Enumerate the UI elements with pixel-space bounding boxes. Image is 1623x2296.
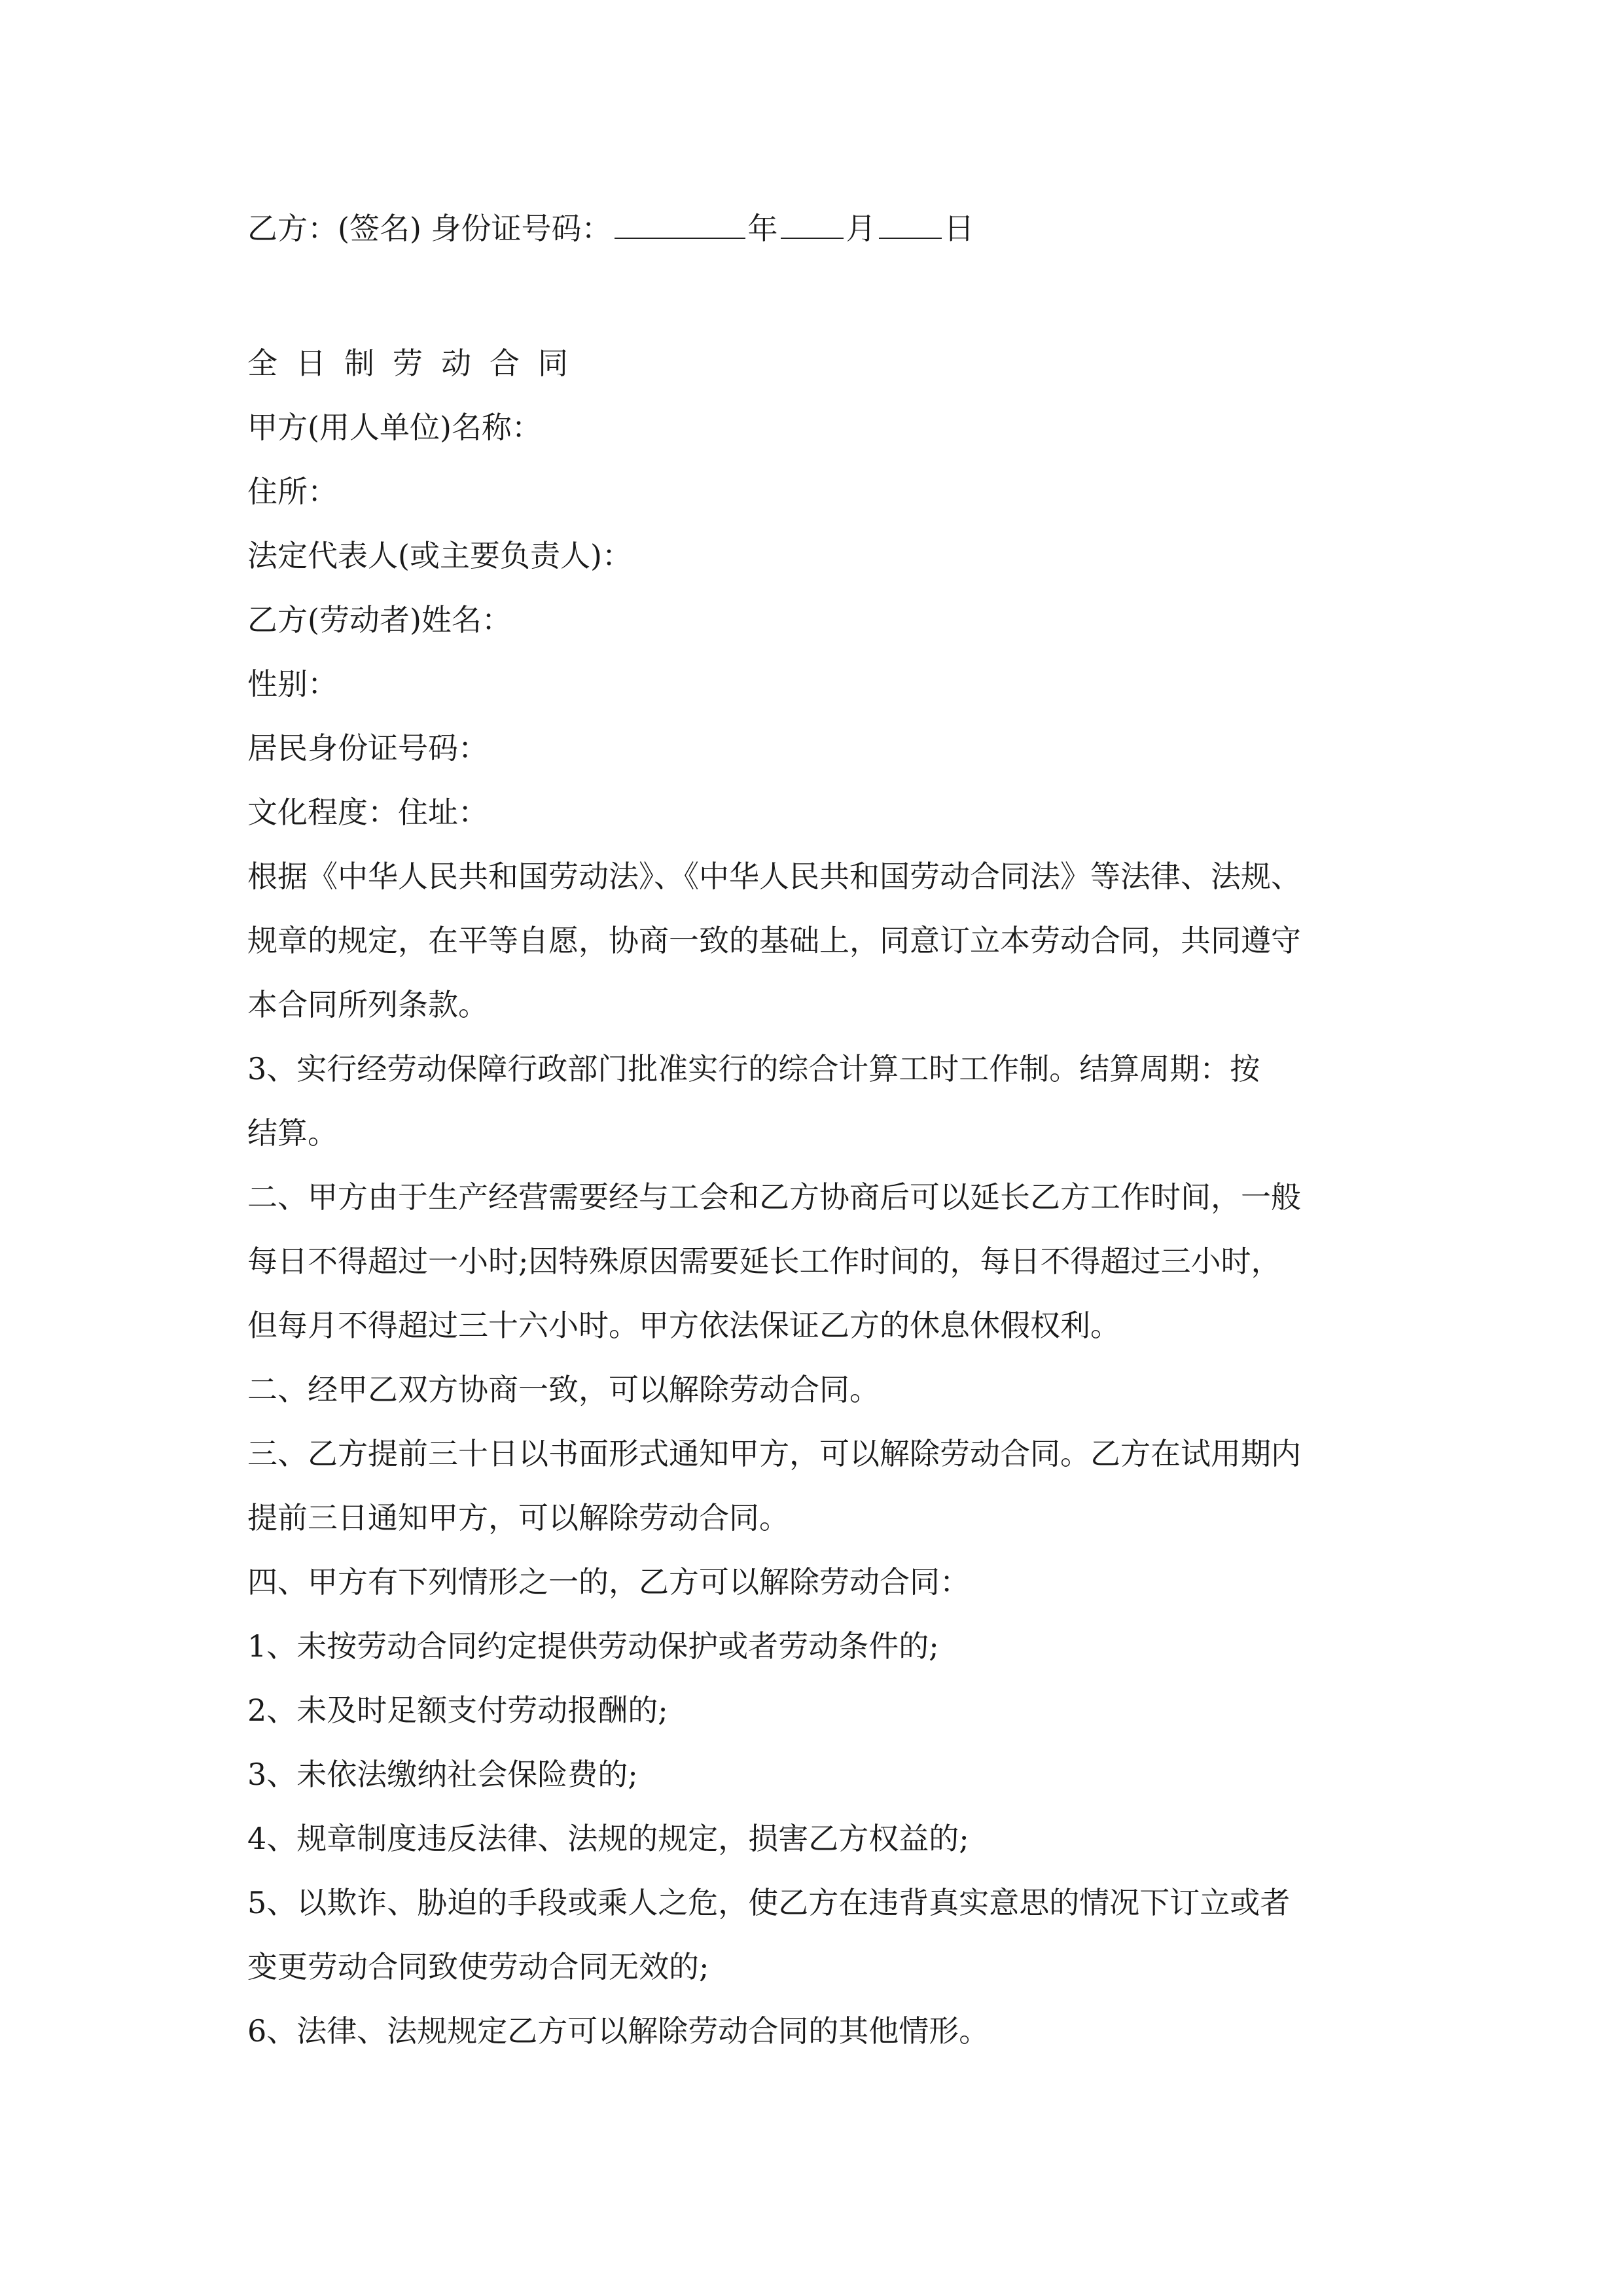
text-line: 但每月不得超过三十六小时。甲方依法保证乙方的休息休假权利。	[247, 1308, 1120, 1343]
text-line: 5、以欺诈、胁迫的手段或乘人之危，使乙方在违背真实意思的情况下订立或者	[247, 1885, 1291, 1920]
text-line: 二、经甲乙双方协商一致，可以解除劳动合同。	[247, 1372, 880, 1407]
text-line: 文化程度：住址：	[247, 795, 488, 830]
day-label: 日	[944, 211, 974, 246]
month-blank	[781, 209, 844, 239]
text-line: 提前三日通知甲方，可以解除劳动合同。	[247, 1500, 789, 1535]
text-line: 每日不得超过一小时;因特殊原因需要延长工作时间的，每日不得超过三小时，	[247, 1244, 1281, 1279]
id-number-blank	[615, 209, 745, 239]
day-blank	[879, 209, 942, 239]
text-line: 法定代表人(或主要负责人)：	[247, 538, 632, 573]
text-line: 四、甲方有下列情形之一的，乙方可以解除劳动合同：	[247, 1564, 970, 1600]
text-line: 规章的规定，在平等自愿，协商一致的基础上，同意订立本劳动合同，共同遵守	[247, 923, 1301, 958]
text-line: 2、未及时足额支付劳动报酬的;	[247, 1693, 668, 1728]
text-line: 4、规章制度违反法律、法规的规定，损害乙方权益的;	[247, 1821, 969, 1856]
text-line: 住所：	[247, 474, 338, 509]
text-line: 三、乙方提前三十日以书面形式通知甲方，可以解除劳动合同。乙方在试用期内	[247, 1436, 1301, 1471]
signature-line	[247, 207, 974, 250]
month-label: 月	[846, 211, 876, 246]
text-line: 根据《中华人民共和国劳动法》、《中华人民共和国劳动合同法》等法律、法规、	[247, 859, 1301, 894]
text-line: 甲方(用人单位)名称：	[247, 410, 542, 445]
text-line: 居民身份证号码：	[247, 730, 488, 766]
party-b-signature-label: 乙方：(签名) 身份证号码：	[247, 211, 612, 246]
text-line: 6、法律、法规规定乙方可以解除劳动合同的其他情形。	[247, 2013, 990, 2049]
contract-body	[247, 331, 1399, 2063]
text-line: 3、未依法缴纳社会保险费的;	[247, 1757, 638, 1792]
text-line: 3、实行经劳动保障行政部门批准实行的综合计算工时工作制。结算周期：按	[247, 1051, 1260, 1086]
contract-title: 全日制劳动合同	[247, 346, 586, 381]
year-label: 年	[747, 211, 778, 246]
text-line: 1、未按劳动合同约定提供劳动保护或者劳动条件的;	[247, 1628, 939, 1664]
text-line: 性别：	[247, 666, 338, 702]
text-line: 乙方(劳动者)姓名：	[247, 602, 512, 637]
text-line: 变更劳动合同致使劳动合同无效的;	[247, 1949, 709, 1984]
text-line: 二、甲方由于生产经营需要经与工会和乙方协商后可以延长乙方工作时间，一般	[247, 1179, 1301, 1215]
text-line: 本合同所列条款。	[247, 987, 488, 1022]
text-line: 结算。	[247, 1115, 338, 1151]
